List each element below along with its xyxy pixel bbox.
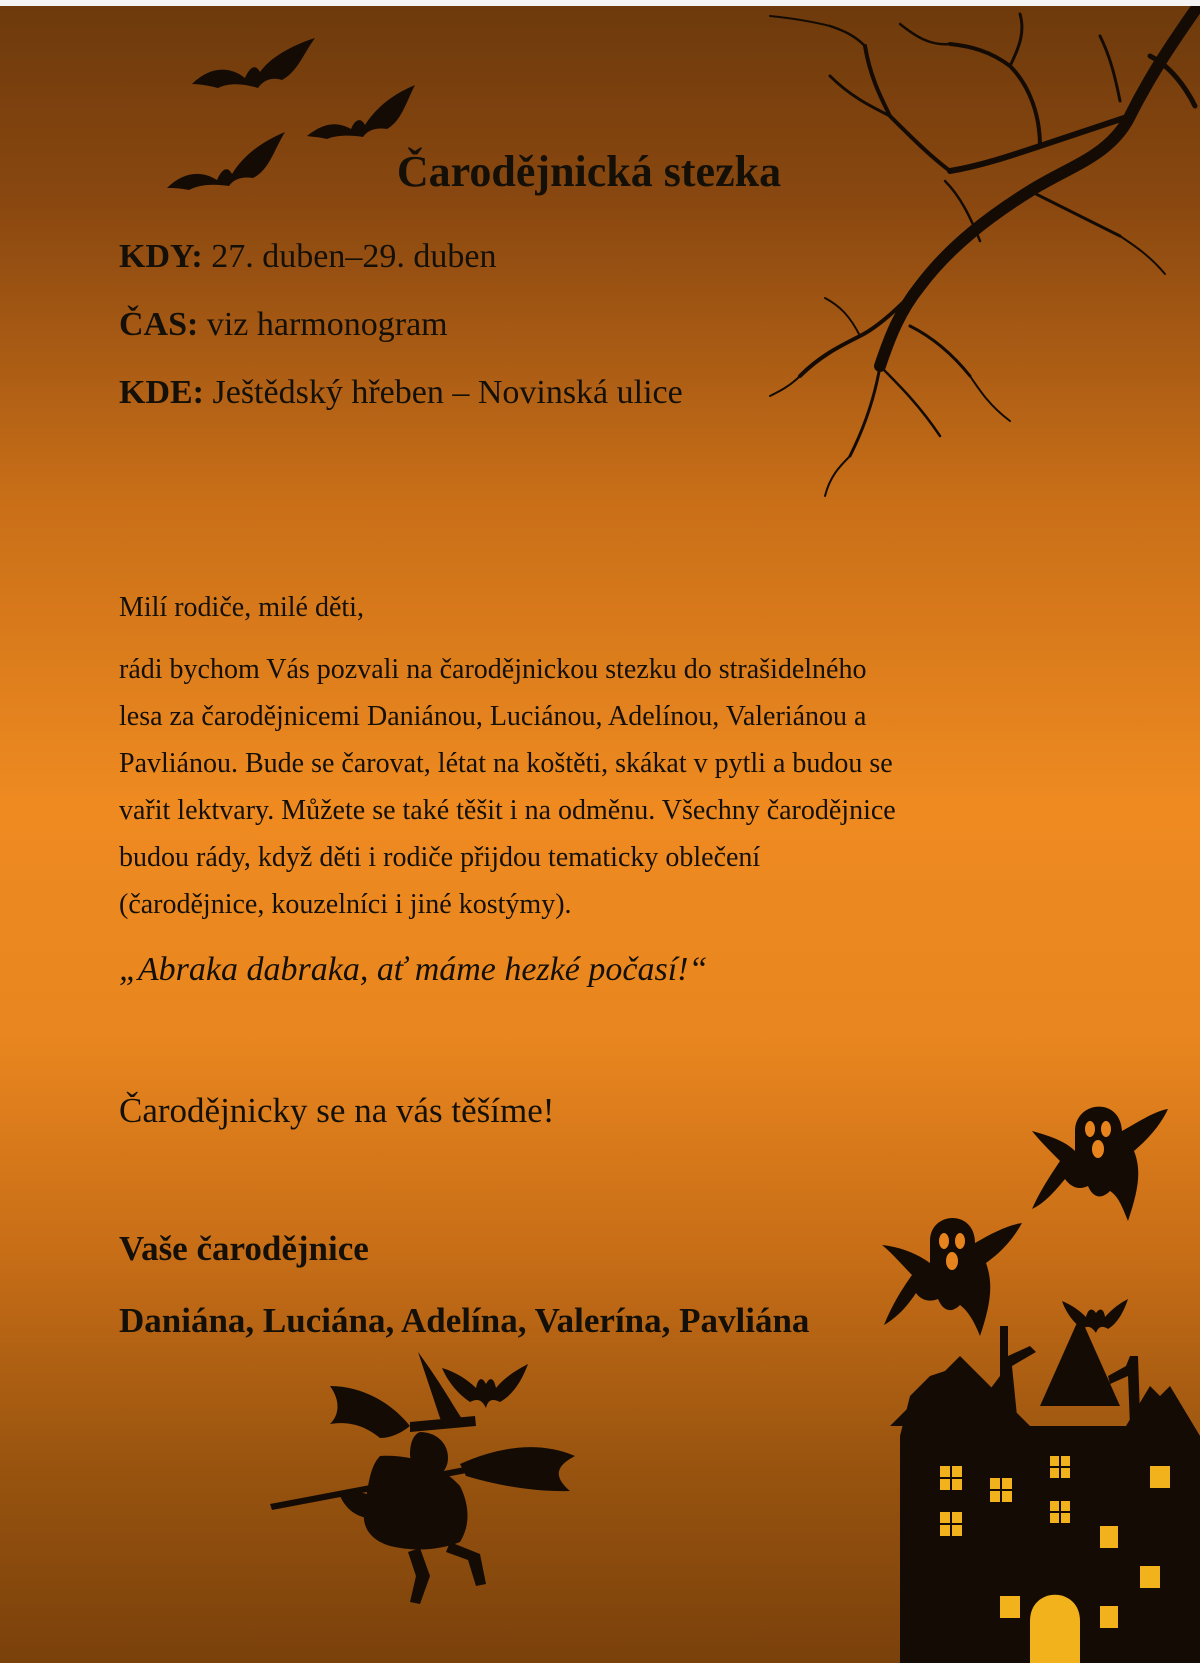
time-label: ČAS: — [119, 306, 199, 343]
invitation-page — [0, 6, 1200, 1663]
body-line: (čarodějnice, kouzelníci i jiné kostýmy). — [119, 889, 572, 920]
info-time — [119, 306, 448, 344]
bat-icon — [190, 36, 320, 106]
body-line: vařit lektvary. Můžete se také těšit i na odměnu. Všechny čarodějnice — [119, 795, 896, 826]
body-line: Pavliánou. Bude se čarovat, létat na koštěti, skákat v pytli a budou se — [119, 748, 893, 779]
bat-icon — [440, 1356, 530, 1411]
tree-branch-icon — [770, 6, 1200, 506]
info-when — [119, 238, 496, 276]
invitation-body — [119, 646, 1039, 928]
when-label: KDY: — [119, 238, 203, 275]
haunted-house-icon — [900, 1316, 1200, 1663]
body-line: lesa za čarodějnicemi Daniánou, Luciánou, Adelínou, Valeriánou a — [119, 701, 867, 732]
ghost-icon — [1030, 1091, 1170, 1226]
bat-icon — [305, 81, 420, 151]
time-value: viz harmonogram — [206, 306, 448, 343]
place-label: KDE: — [119, 374, 204, 411]
witch-on-broom-icon — [270, 1346, 580, 1606]
closing-line: Čarodějnicky se na vás těšíme! — [119, 1091, 555, 1130]
info-place — [119, 374, 683, 412]
signature-names: Daniána, Luciána, Adelína, Valerína, Pavliána — [119, 1301, 810, 1340]
place-value: Ještědský hřeben – Novinská ulice — [212, 374, 683, 411]
body-line: rádi bychom Vás pozvali na čarodějnickou stezku do strašidelného — [119, 654, 867, 685]
quote: „Abraka dabraka, ať máme hezké počasí!“ — [119, 951, 708, 988]
greeting: Milí rodiče, milé děti, — [119, 592, 364, 623]
body-line: budou rády, když děti i rodiče přijdou tematicky oblečení — [119, 842, 761, 873]
page-title: Čarodějnická stezka — [396, 147, 782, 196]
signature-title: Vaše čarodějnice — [119, 1229, 369, 1268]
when-value: 27. duben–29. duben — [211, 238, 497, 275]
